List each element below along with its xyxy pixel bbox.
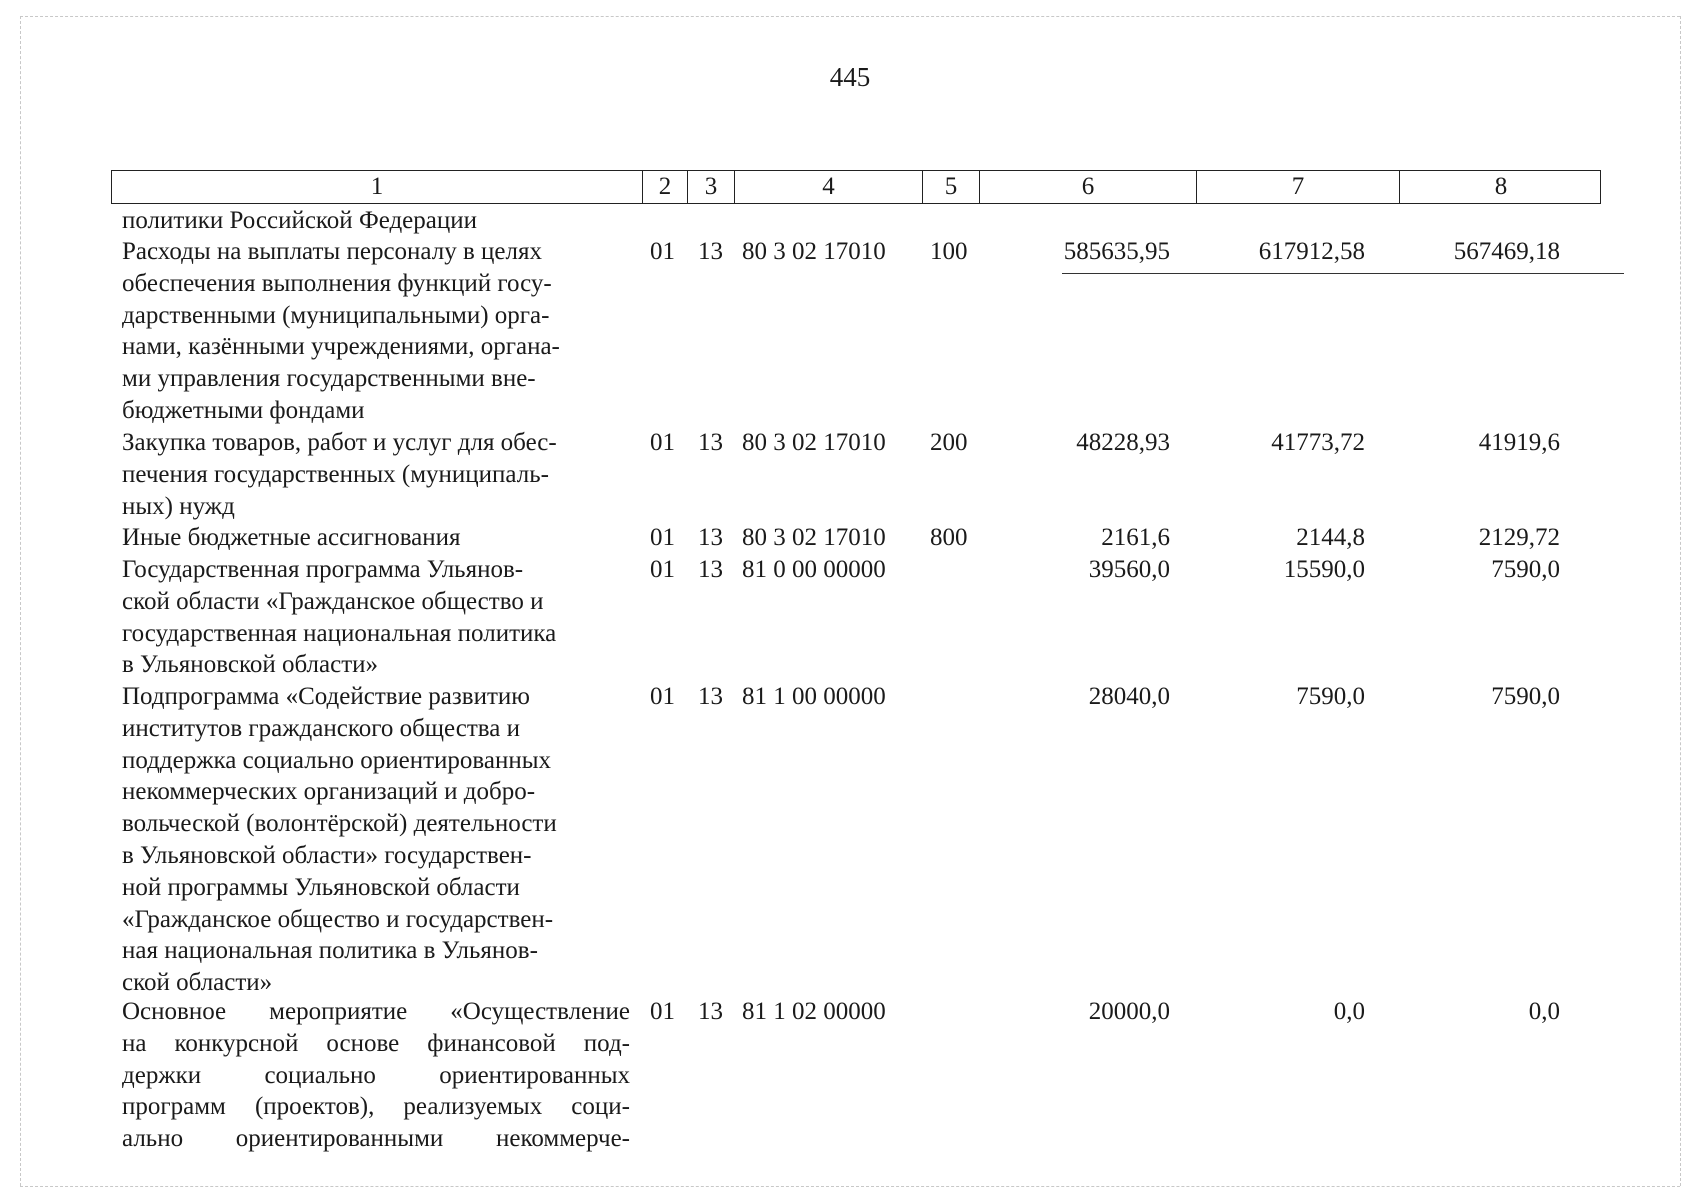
cell-amount-col7: 7590,0: [1296, 683, 1365, 710]
header-col-5: 5: [922, 171, 979, 203]
description-line: бюджетными фондами: [122, 396, 365, 424]
description-line: «Гражданское общество и государствен-: [122, 905, 554, 933]
description-line: ми управления государственными вне-: [122, 365, 536, 393]
scan-edge-right: [1680, 16, 1681, 1186]
cell-subsection: 13: [698, 524, 723, 551]
row-description: [122, 681, 630, 999]
description-line: Расходы на выплаты персоналу в целях: [122, 238, 542, 265]
description-line: ных) нужд: [122, 492, 235, 520]
description-line: ной программы Ульяновской области: [122, 873, 520, 901]
cell-amount-col8: 7590,0: [1491, 556, 1560, 583]
description-line: институтов гражданского общества и: [122, 714, 520, 742]
description-line: Иные бюджетные ассигнования: [122, 524, 461, 551]
cell-target-code: 80 3 02 17010: [742, 524, 886, 551]
row-description: [122, 522, 630, 554]
description-line: нами, казёнными учреждениями, органа-: [122, 333, 560, 361]
header-col-7: 7: [1196, 171, 1399, 203]
header-col-2: 2: [642, 171, 687, 203]
cell-amount-col7: 15590,0: [1283, 556, 1365, 583]
cell-amount-col8: 7590,0: [1491, 683, 1560, 710]
row-description: [122, 554, 630, 681]
description-line: обеспечения выполнения функций госу-: [122, 269, 552, 297]
description-line: в Ульяновской области»: [122, 651, 379, 679]
cell-target-code: 81 1 02 00000: [742, 998, 886, 1025]
cell-amount-col8: 2129,72: [1478, 524, 1560, 551]
cell-section: 01: [650, 524, 675, 551]
description-line: политики Российской Федерации: [122, 207, 478, 234]
table-header-row: [111, 170, 1601, 204]
cell-section: 01: [650, 683, 675, 710]
cell-subsection: 13: [698, 429, 723, 456]
cell-target-code: 80 3 02 17010: [742, 429, 886, 456]
description-line: программ (проектов), реализуемых соци-: [122, 1093, 630, 1121]
scan-edge-bottom: [20, 1186, 1680, 1187]
underline-rule: [1062, 273, 1624, 274]
cell-amount-col6: 585635,95: [1063, 238, 1170, 265]
header-col-6: 6: [979, 171, 1196, 203]
cell-amount-col7: 0,0: [1333, 998, 1365, 1025]
page-number: 445: [829, 62, 871, 92]
cell-subsection: 13: [698, 998, 723, 1025]
cell-amount-col7: 41773,72: [1271, 429, 1365, 456]
description-line: ально ориентированными некоммерче-: [122, 1125, 630, 1153]
cell-subsection: 13: [698, 556, 723, 583]
cell-section: 01: [650, 556, 675, 583]
description-line: печения государственных (муниципаль-: [122, 460, 549, 488]
cell-amount-col7: 2144,8: [1296, 524, 1365, 551]
cell-amount-col6: 20000,0: [1088, 998, 1170, 1025]
cell-expense-type: 100: [930, 238, 968, 265]
description-line: ная национальная политика в Ульянов-: [122, 937, 538, 965]
cell-amount-col6: 39560,0: [1088, 556, 1170, 583]
row-description: [122, 205, 630, 237]
description-line: Основное мероприятие «Осуществление: [122, 998, 630, 1025]
description-line: поддержка социально ориентированных: [122, 746, 552, 774]
cell-section: 01: [650, 238, 675, 265]
header-col-3: 3: [687, 171, 734, 203]
description-line: на конкурсной основе финансовой под-: [122, 1029, 630, 1057]
description-line: вольческой (волонтёрской) деятельности: [122, 810, 557, 838]
row-description: [122, 236, 630, 427]
header-col-8: 8: [1399, 171, 1602, 203]
description-line: держки социально ориентированных: [122, 1061, 630, 1089]
scan-edge-top: [20, 16, 1680, 17]
cell-target-code: 80 3 02 17010: [742, 238, 886, 265]
cell-subsection: 13: [698, 683, 723, 710]
cell-subsection: 13: [698, 238, 723, 265]
header-col-4: 4: [734, 171, 922, 203]
description-line: дарственными (муниципальными) орга-: [122, 301, 550, 329]
description-line: некоммерческих организаций и добро-: [122, 778, 536, 806]
description-line: Государственная программа Ульянов-: [122, 556, 524, 583]
description-line: ской области «Гражданское общество и: [122, 587, 544, 615]
description-line: в Ульяновской области» государствен-: [122, 841, 532, 869]
cell-section: 01: [650, 429, 675, 456]
row-description: [122, 427, 630, 522]
cell-section: 01: [650, 998, 675, 1025]
scan-edge-left: [20, 16, 21, 1186]
description-line: Подпрограмма «Содействие развитию: [122, 683, 530, 710]
cell-target-code: 81 0 00 00000: [742, 556, 886, 583]
cell-amount-col6: 48228,93: [1076, 429, 1170, 456]
description-line: Закупка товаров, работ и услуг для обес-: [122, 429, 557, 456]
row-description: [122, 996, 630, 1155]
header-col-1: 1: [370, 173, 384, 200]
cell-amount-col8: 41919,6: [1478, 429, 1560, 456]
cell-amount-col7: 617912,58: [1258, 238, 1365, 265]
cell-expense-type: 800: [930, 524, 968, 551]
cell-amount-col8: 0,0: [1528, 998, 1560, 1025]
cell-expense-type: 200: [930, 429, 968, 456]
cell-amount-col8: 567469,18: [1453, 238, 1560, 265]
cell-target-code: 81 1 00 00000: [742, 683, 886, 710]
description-line: ской области»: [122, 969, 273, 997]
cell-amount-col6: 2161,6: [1101, 524, 1170, 551]
description-line: государственная национальная политика: [122, 619, 557, 647]
cell-amount-col6: 28040,0: [1088, 683, 1170, 710]
